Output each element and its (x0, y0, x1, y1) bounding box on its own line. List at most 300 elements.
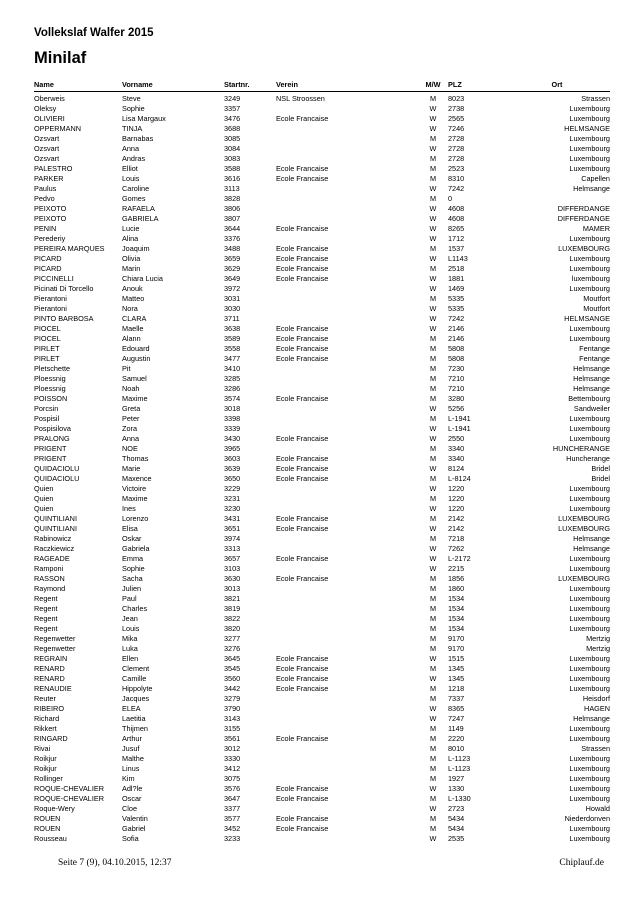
table-row (34, 374, 610, 384)
cell-startnr: 3603 (224, 454, 241, 463)
cell-plz: 3340 (448, 444, 465, 453)
cell-verein: Ecole Francaise (276, 354, 329, 363)
cell-name: PIOCEL (34, 334, 61, 343)
cell-plz: 9170 (448, 634, 465, 643)
cell-plz: 5434 (448, 814, 465, 823)
table-row (34, 634, 610, 644)
cell-startnr: 3819 (224, 604, 241, 613)
cell-verein: Ecole Francaise (276, 274, 329, 283)
cell-name: Rivai (34, 744, 51, 753)
cell-startnr: 3488 (224, 244, 241, 253)
cell-mw: W (429, 124, 437, 133)
cell-plz: 1220 (448, 484, 465, 493)
cell-vorname: Pit (122, 364, 131, 373)
cell-verein: Ecole Francaise (276, 454, 329, 463)
cell-mw: W (429, 544, 437, 553)
cell-startnr: 3476 (224, 114, 241, 123)
cell-mw: W (429, 404, 437, 413)
table-row (34, 334, 610, 344)
cell-mw: M (429, 534, 437, 543)
cell-name: Ploessnig (34, 374, 66, 383)
cell-vorname: Camille (122, 674, 147, 683)
cell-vorname: ELEA (122, 704, 141, 713)
cell-ort: HELMSANGE (564, 124, 610, 133)
cell-ort: Luxembourg (569, 494, 610, 503)
cell-startnr: 3649 (224, 274, 241, 283)
cell-verein (276, 564, 422, 574)
cell-plz: 5335 (448, 294, 465, 303)
table-row (34, 234, 610, 244)
cell-ort: DIFFERDANGE (557, 214, 610, 223)
cell-name: Rollinger (34, 774, 63, 783)
cell-startnr: 3972 (224, 284, 241, 293)
cell-plz: L-1123 (448, 764, 471, 773)
cell-name: Regent (34, 604, 58, 613)
cell-mw: W (429, 704, 437, 713)
table-row (34, 134, 610, 144)
cell-verein: Ecole Francaise (276, 174, 329, 183)
cell-plz: 1469 (448, 284, 465, 293)
cell-verein (276, 374, 422, 384)
cell-vorname: Elisa (122, 524, 138, 533)
cell-mw: M (429, 644, 437, 653)
cell-mw: W (429, 674, 437, 683)
table-row (34, 744, 610, 754)
cell-startnr: 3013 (224, 584, 241, 593)
cell-verein (276, 124, 422, 134)
cell-startnr: 3974 (224, 534, 241, 543)
cell-name: PRIGENT (34, 454, 67, 463)
cell-ort: Luxembourg (569, 654, 610, 663)
cell-startnr: 3807 (224, 214, 241, 223)
cell-name: QUIDACIOLU (34, 474, 80, 483)
cell-ort: Mertzig (586, 644, 610, 653)
cell-startnr: 3229 (224, 484, 241, 493)
cell-verein (276, 104, 422, 114)
cell-ort: Capellen (581, 174, 610, 183)
cell-ort: Luxembourg (569, 794, 610, 803)
cell-name: Regent (34, 624, 58, 633)
cell-plz: 1534 (448, 624, 465, 633)
cell-vorname: Ellen (122, 654, 139, 663)
cell-mw: M (429, 604, 437, 613)
cell-vorname: Ines (122, 504, 136, 513)
cell-vorname: Jacques (122, 694, 150, 703)
cell-plz: 5335 (448, 304, 465, 313)
cell-vorname: Julien (122, 584, 142, 593)
cell-mw: M (429, 624, 437, 633)
cell-mw: W (429, 324, 437, 333)
cell-mw: W (429, 204, 437, 213)
table-row (34, 224, 610, 234)
cell-name: REGRAIN (34, 654, 68, 663)
cell-ort: Strassen (581, 744, 610, 753)
cell-vorname: Nora (122, 304, 138, 313)
cell-mw: M (429, 794, 437, 803)
cell-ort: Luxembourg (569, 254, 610, 263)
cell-plz: 1220 (448, 504, 465, 513)
table-row (34, 434, 610, 444)
cell-startnr: 3659 (224, 254, 241, 263)
cell-name: PICARD (34, 264, 62, 273)
cell-name: PEIXOTO (34, 204, 67, 213)
cell-name: PARKER (34, 174, 64, 183)
cell-mw: W (429, 304, 437, 313)
cell-vorname: Jusuf (122, 744, 140, 753)
cell-ort: Luxembourg (569, 564, 610, 573)
cell-plz: 9170 (448, 644, 465, 653)
table-row (34, 724, 610, 734)
cell-plz: 2215 (448, 564, 465, 573)
cell-startnr: 3644 (224, 224, 241, 233)
cell-name: Ploessnig (34, 384, 66, 393)
cell-vorname: Clement (122, 664, 150, 673)
cell-mw: W (429, 654, 437, 663)
cell-startnr: 3249 (224, 94, 241, 103)
cell-startnr: 3431 (224, 514, 241, 523)
cell-name: Pletschette (34, 364, 71, 373)
cell-name: Ozsvart (34, 134, 60, 143)
results-table (34, 80, 610, 844)
cell-plz: 1927 (448, 774, 465, 783)
cell-plz: 8023 (448, 94, 465, 103)
table-row (34, 544, 610, 554)
cell-mw: M (429, 264, 437, 273)
cell-ort: Luxembourg (569, 134, 610, 143)
table-row (34, 464, 610, 474)
cell-vorname: Olivia (122, 254, 141, 263)
cell-verein: Ecole Francaise (276, 574, 329, 583)
table-row (34, 394, 610, 404)
cell-mw: M (429, 294, 437, 303)
cell-ort: Luxembourg (569, 334, 610, 343)
cell-mw: M (429, 734, 437, 743)
document-subtitle: Minilaf (34, 49, 87, 67)
cell-startnr: 3103 (224, 564, 241, 573)
results-table-header (34, 80, 610, 92)
cell-plz: L-1941 (448, 424, 471, 433)
cell-mw: W (429, 184, 437, 193)
cell-mw: M (429, 454, 437, 463)
cell-verein (276, 504, 422, 514)
table-row (34, 494, 610, 504)
cell-plz: 7262 (448, 544, 465, 553)
cell-plz: 2518 (448, 264, 465, 273)
cell-plz: 7337 (448, 694, 465, 703)
cell-verein: Ecole Francaise (276, 264, 329, 273)
cell-startnr: 3822 (224, 614, 241, 623)
cell-ort (504, 194, 610, 204)
cell-mw: M (429, 814, 437, 823)
cell-mw: M (429, 694, 437, 703)
cell-mw: M (429, 754, 437, 763)
cell-mw: M (429, 594, 437, 603)
cell-vorname: Emma (122, 554, 144, 563)
cell-plz: L-8124 (448, 474, 471, 483)
cell-plz: 2146 (448, 324, 465, 333)
cell-ort: DIFFERDANGE (557, 204, 610, 213)
cell-name: Roikjur (34, 764, 57, 773)
cell-startnr: 3442 (224, 684, 241, 693)
table-row (34, 314, 610, 324)
cell-ort: Luxembourg (569, 774, 610, 783)
cell-plz: 2220 (448, 734, 465, 743)
cell-startnr: 3577 (224, 814, 241, 823)
table-row (34, 664, 610, 674)
table-row (34, 324, 610, 334)
cell-plz: 7218 (448, 534, 465, 543)
cell-startnr: 3012 (224, 744, 241, 753)
cell-startnr: 3645 (224, 654, 241, 663)
cell-vorname: Sophie (122, 564, 145, 573)
table-row (34, 774, 610, 784)
cell-ort: Luxembourg (569, 614, 610, 623)
cell-startnr: 3560 (224, 674, 241, 683)
results-table-body (34, 92, 610, 845)
table-row (34, 614, 610, 624)
cell-vorname: Gabriela (122, 544, 150, 553)
cell-name: Richard (34, 714, 60, 723)
cell-name: Raczkiewicz (34, 544, 75, 553)
cell-verein: Ecole Francaise (276, 224, 329, 233)
cell-vorname: Linus (122, 764, 140, 773)
cell-plz: 8124 (448, 464, 465, 473)
header-plz: PLZ (444, 80, 504, 92)
cell-verein (276, 494, 422, 504)
header-startnr: Startnr. (224, 80, 276, 92)
table-row (34, 144, 610, 154)
cell-verein (276, 544, 422, 554)
cell-plz: 1218 (448, 684, 465, 693)
cell-startnr: 3357 (224, 104, 241, 113)
cell-name: ROUEN (34, 824, 61, 833)
cell-ort: Helmsange (573, 714, 610, 723)
table-row (34, 424, 610, 434)
cell-vorname: RAFAELA (122, 204, 155, 213)
table-row (34, 154, 610, 164)
table-row (34, 794, 610, 804)
cell-ort: Helmsange (573, 534, 610, 543)
cell-ort: Luxembourg (569, 144, 610, 153)
table-row (34, 164, 610, 174)
table-row (34, 524, 610, 534)
cell-vorname: Alina (122, 234, 139, 243)
table-row (34, 754, 610, 764)
cell-name: Rabinowicz (34, 534, 72, 543)
cell-plz: 2523 (448, 164, 465, 173)
cell-ort: Luxembourg (569, 724, 610, 733)
cell-vorname: Marin (122, 264, 141, 273)
cell-startnr: 3286 (224, 384, 241, 393)
cell-startnr: 3030 (224, 304, 241, 313)
cell-verein: Ecole Francaise (276, 394, 329, 403)
cell-ort: Luxembourg (569, 594, 610, 603)
cell-vorname: Charles (122, 604, 148, 613)
cell-ort: Helmsange (573, 544, 610, 553)
table-row (34, 594, 610, 604)
cell-plz: 1220 (448, 494, 465, 503)
cell-vorname: Anna (122, 434, 140, 443)
cell-ort: HUNCHERANGE (552, 444, 610, 453)
table-row (34, 704, 610, 714)
cell-plz: 7210 (448, 384, 465, 393)
cell-vorname: Marie (122, 464, 141, 473)
cell-startnr: 3452 (224, 824, 241, 833)
cell-name: PIOCEL (34, 324, 61, 333)
cell-name: Pierantoni (34, 294, 67, 303)
cell-name: Pierantoni (34, 304, 67, 313)
cell-name: RASSON (34, 574, 65, 583)
cell-vorname: GABRIELA (122, 214, 159, 223)
cell-verein (276, 614, 422, 624)
cell-ort: Luxembourg (569, 584, 610, 593)
cell-mw: W (429, 484, 437, 493)
cell-mw: M (429, 394, 437, 403)
cell-name: PALESTRO (34, 164, 73, 173)
cell-plz: 3340 (448, 454, 465, 463)
cell-startnr: 3616 (224, 174, 241, 183)
cell-name: Ozsvart (34, 144, 60, 153)
cell-mw: M (429, 444, 437, 453)
cell-mw: W (429, 114, 437, 123)
cell-vorname: CLARA (122, 314, 147, 323)
cell-name: Regent (34, 594, 58, 603)
cell-vorname: Augustin (122, 354, 151, 363)
cell-mw: W (429, 564, 437, 573)
table-row (34, 514, 610, 524)
cell-vorname: Thomas (122, 454, 149, 463)
table-row (34, 92, 610, 105)
cell-startnr: 3230 (224, 504, 241, 513)
cell-ort: Strassen (581, 94, 610, 103)
cell-name: Pospisil (34, 414, 60, 423)
cell-startnr: 3820 (224, 624, 241, 633)
cell-plz: 8310 (448, 174, 465, 183)
cell-ort: Mertzig (586, 634, 610, 643)
cell-name: Raymond (34, 584, 66, 593)
cell-vorname: Zora (122, 424, 138, 433)
table-row (34, 354, 610, 364)
cell-verein (276, 534, 422, 544)
cell-plz: L-1941 (448, 414, 471, 423)
cell-ort: Luxembourg (569, 284, 610, 293)
cell-name: PRALONG (34, 434, 70, 443)
cell-plz: 2738 (448, 104, 465, 113)
header-verein: Verein (276, 80, 422, 92)
cell-ort: Helmsange (573, 374, 610, 383)
cell-mw: W (429, 504, 437, 513)
cell-vorname: Cloe (122, 804, 138, 813)
cell-vorname: Sacha (122, 574, 143, 583)
cell-vorname: Hippolyte (122, 684, 153, 693)
cell-verein: Ecole Francaise (276, 244, 329, 253)
cell-name: RENAUDIE (34, 684, 72, 693)
table-row (34, 814, 610, 824)
cell-verein: Ecole Francaise (276, 654, 329, 663)
cell-name: RAGEADE (34, 554, 70, 563)
cell-verein: Ecole Francaise (276, 514, 329, 523)
cell-startnr: 3155 (224, 724, 241, 733)
cell-startnr: 3233 (224, 834, 241, 843)
cell-verein: Ecole Francaise (276, 464, 329, 473)
cell-startnr: 3657 (224, 554, 241, 563)
cell-verein (276, 804, 422, 814)
table-row (34, 834, 610, 844)
cell-vorname: Samuel (122, 374, 147, 383)
cell-vorname: Edouard (122, 344, 150, 353)
cell-plz: 4608 (448, 214, 465, 223)
cell-name: PENIN (34, 224, 57, 233)
cell-mw: W (429, 714, 437, 723)
cell-startnr: 3558 (224, 344, 241, 353)
footer-brand: Chiplauf.de (559, 858, 604, 868)
table-row (34, 414, 610, 424)
cell-plz: 7247 (448, 714, 465, 723)
table-row (34, 654, 610, 664)
table-row (34, 604, 610, 614)
table-row (34, 584, 610, 594)
cell-verein (276, 634, 422, 644)
cell-verein (276, 704, 422, 714)
cell-name: Roikjur (34, 754, 57, 763)
cell-vorname: Joaquim (122, 244, 150, 253)
cell-vorname: Maxime (122, 394, 148, 403)
cell-name: Oleksy (34, 104, 57, 113)
cell-ort: Luxembourg (569, 824, 610, 833)
cell-ort: Luxembourg (569, 114, 610, 123)
table-row (34, 454, 610, 464)
cell-startnr: 3430 (224, 434, 241, 443)
cell-startnr: 3688 (224, 124, 241, 133)
header-name: Name (34, 80, 122, 92)
cell-mw: W (429, 804, 437, 813)
cell-plz: 7230 (448, 364, 465, 373)
cell-verein (276, 594, 422, 604)
cell-mw: W (429, 524, 437, 533)
cell-verein (276, 744, 422, 754)
cell-mw: W (429, 234, 437, 243)
cell-name: OPPERMANN (34, 124, 82, 133)
cell-ort: Luxembourg (569, 484, 610, 493)
cell-vorname: Valentin (122, 814, 148, 823)
cell-verein: Ecole Francaise (276, 664, 329, 673)
cell-startnr: 3477 (224, 354, 241, 363)
cell-verein: Ecole Francaise (276, 334, 329, 343)
cell-plz: 2565 (448, 114, 465, 123)
cell-name: ROUEN (34, 814, 61, 823)
cell-verein (276, 204, 422, 214)
cell-mw: W (429, 424, 437, 433)
cell-plz: 5808 (448, 354, 465, 363)
cell-vorname: Victoire (122, 484, 147, 493)
table-row (34, 384, 610, 394)
cell-name: PIRLET (34, 354, 60, 363)
cell-name: PIRLET (34, 344, 60, 353)
cell-mw: W (429, 434, 437, 443)
cell-ort: Bridel (591, 474, 610, 483)
cell-name: PEIXOTO (34, 214, 67, 223)
cell-vorname: Kim (122, 774, 135, 783)
cell-mw: M (429, 364, 437, 373)
cell-vorname: Anna (122, 144, 140, 153)
cell-verein (276, 754, 422, 764)
cell-ort: Luxembourg (569, 834, 610, 843)
cell-mw: W (429, 144, 437, 153)
cell-name: QUINTILIANI (34, 514, 77, 523)
cell-vorname: Laetitia (122, 714, 146, 723)
cell-name: Quien (34, 494, 54, 503)
table-row (34, 684, 610, 694)
